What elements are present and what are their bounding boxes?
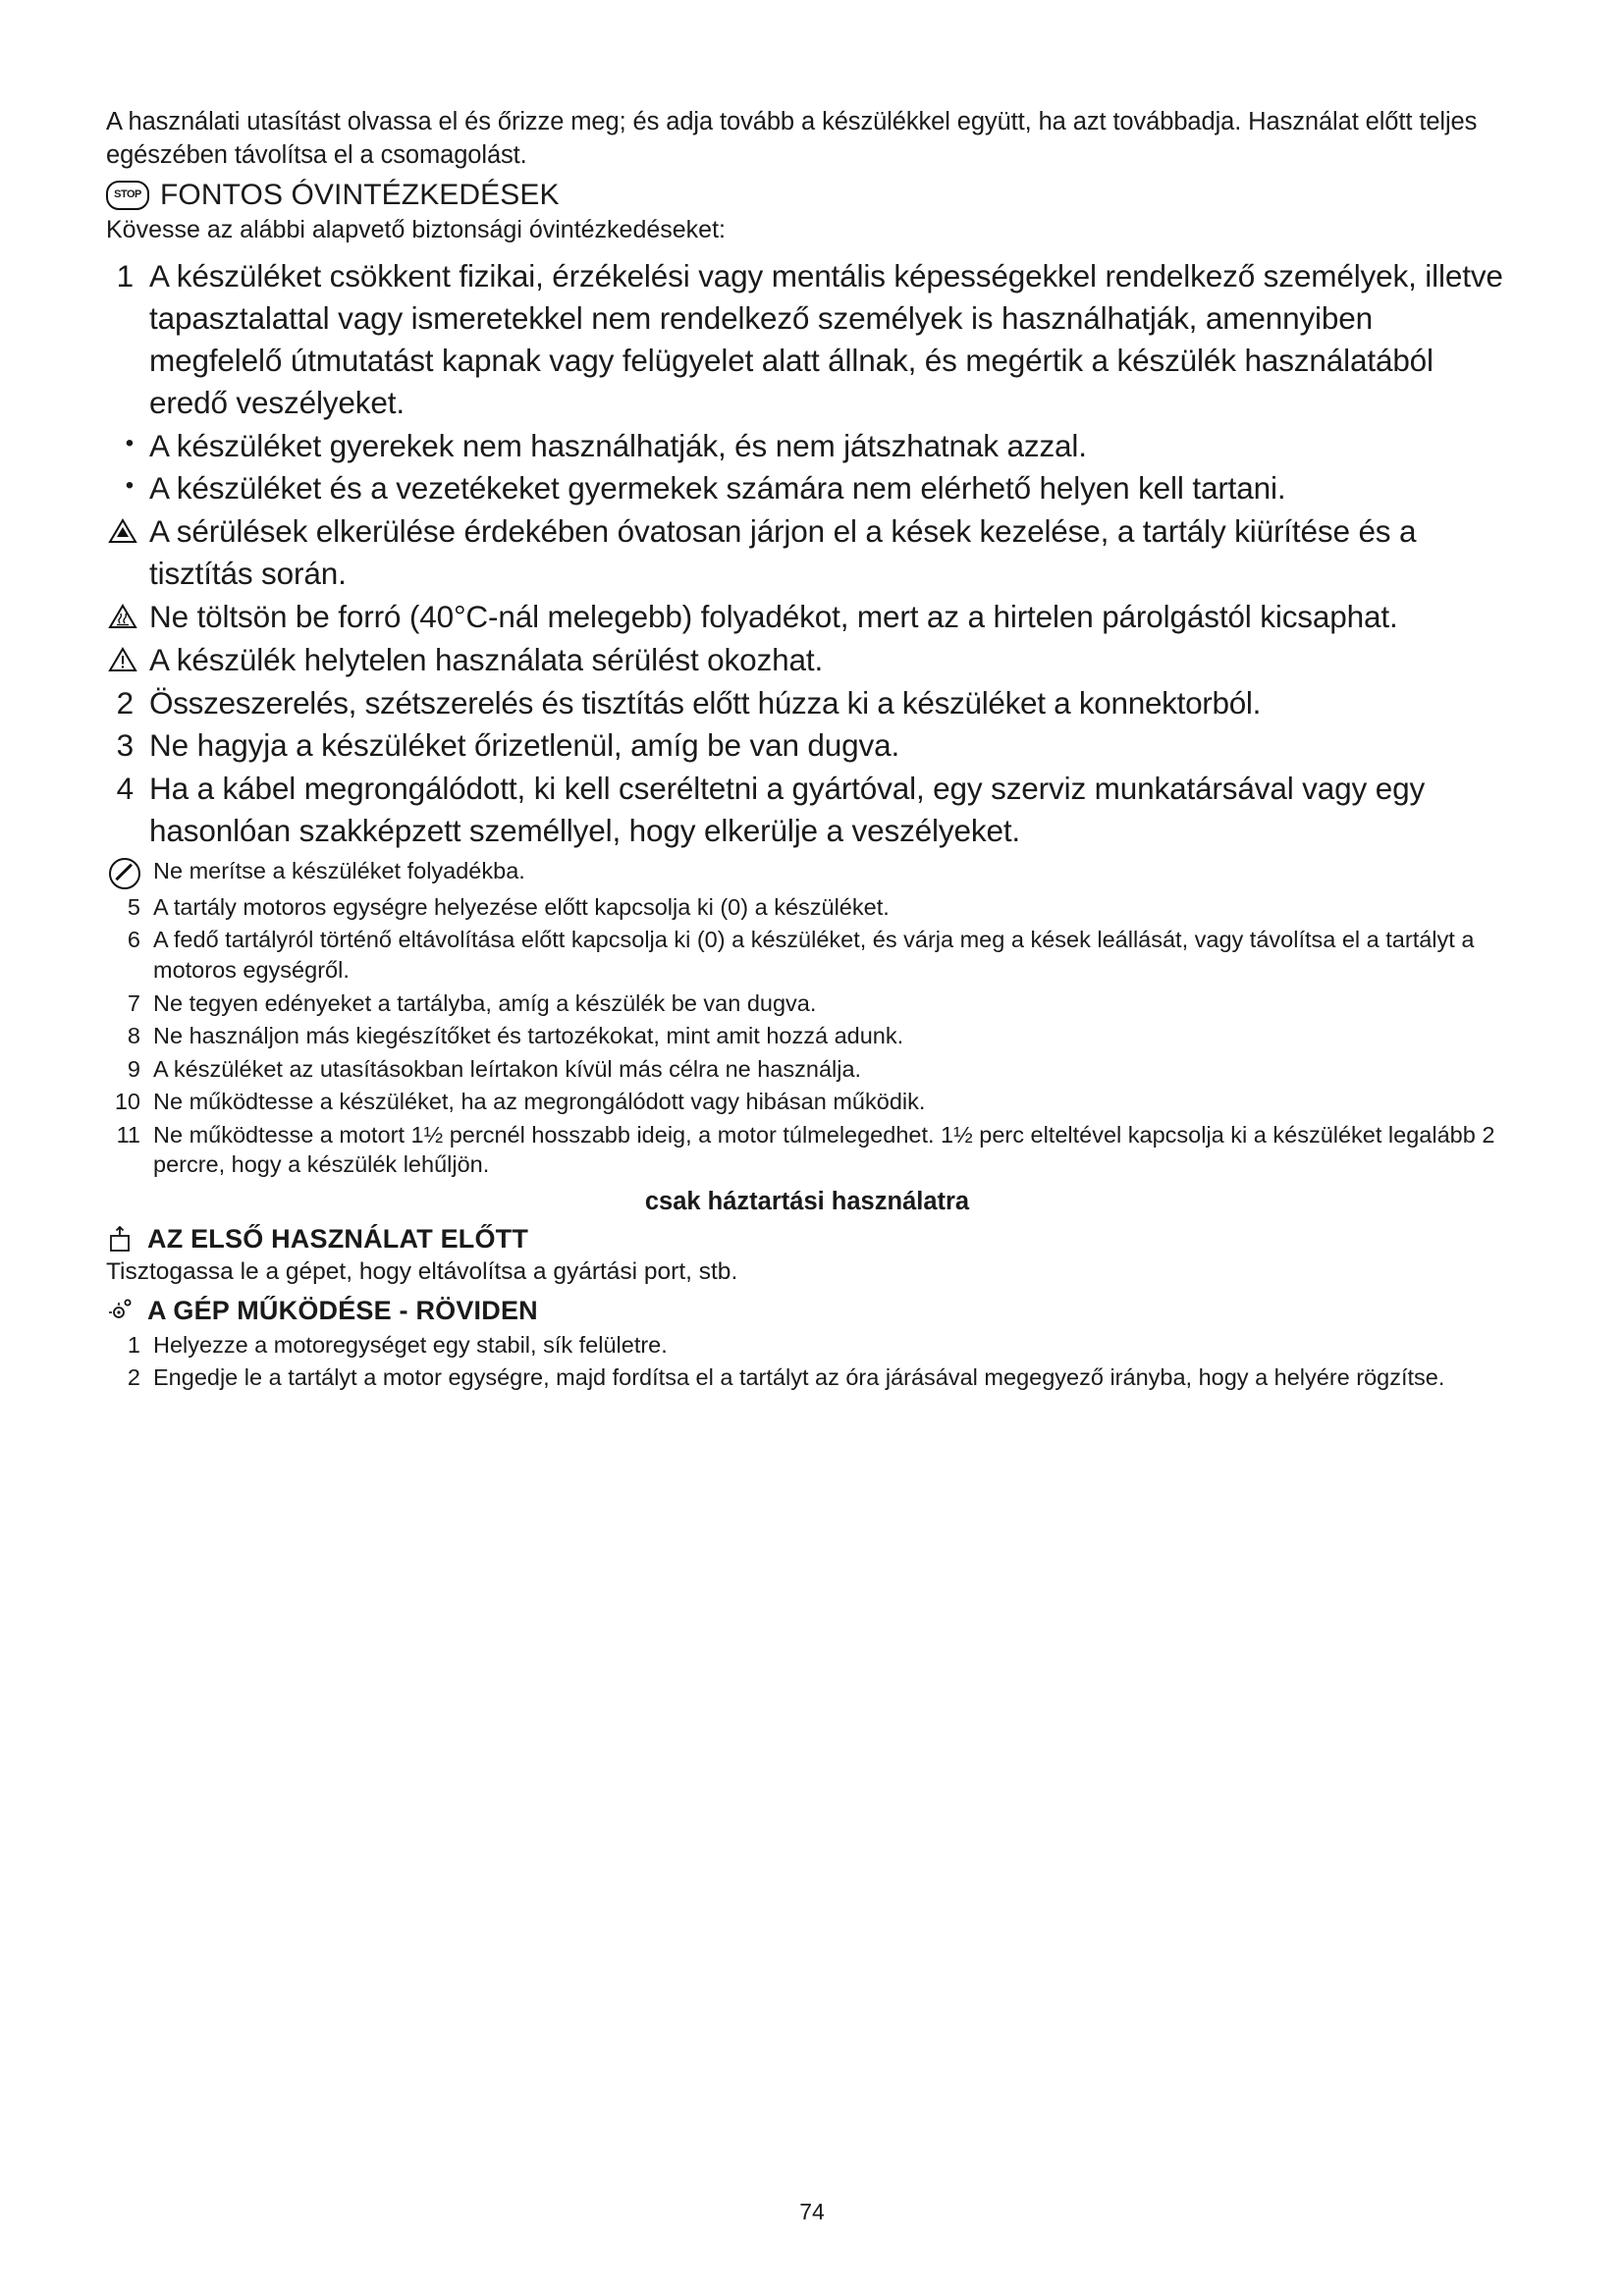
list-marker: 2 [127, 1364, 140, 1391]
list-marker [106, 510, 149, 595]
list-marker: 5 [127, 893, 140, 920]
list-item-text: A készüléket az utasításokban leírtakon kívül más célra ne használja. [153, 1055, 862, 1082]
operation-heading [106, 1296, 1508, 1326]
list-item [106, 1120, 1508, 1180]
list-item [106, 1330, 1508, 1361]
list-marker: 3 [116, 727, 134, 764]
list-item [106, 682, 1508, 724]
list-item [106, 925, 1508, 985]
list-marker [106, 639, 149, 681]
list-item [106, 1054, 1508, 1085]
safety-instructions-list [106, 255, 1508, 852]
page-number: 74 [799, 2199, 825, 2224]
important-precautions-heading-text: FONTOS ÓVINTÉZKEDÉSEK [160, 178, 560, 211]
list-item [106, 1087, 1508, 1117]
important-precautions-heading [106, 179, 1508, 212]
list-item [106, 255, 1508, 423]
operation-steps-list [106, 1330, 1508, 1393]
list-item [106, 425, 1508, 467]
list-item-text: Összeszerelés, szétszerelés és tisztítás előtt húzza ki a készüléket a konnektorból. [149, 684, 1262, 721]
intro-paragraph: A használati utasítást olvassa el és őrizze meg; és adja tovább a készülékkel együtt, ha azt továbbadja. Használat előtt teljes egészében távolítsa el a csomagolást. [106, 108, 1478, 169]
list-marker: • [125, 472, 134, 500]
list-marker [106, 856, 153, 889]
list-item [106, 768, 1508, 852]
gear-icon [106, 1297, 135, 1324]
no-immerse-icon [109, 858, 140, 889]
list-marker: • [125, 429, 134, 456]
stop-icon [106, 181, 149, 210]
before-first-use-heading-text: AZ ELSŐ HASZNÁLAT ELŐTT [147, 1223, 529, 1254]
stop-icon-label: STOP [114, 188, 141, 201]
cleaning-box-icon [106, 1224, 135, 1254]
important-precautions-subline: Kövesse az alábbi alapvető biztonsági óvintézkedéseket: [106, 215, 726, 243]
list-marker: 1 [127, 1331, 140, 1358]
list-marker: 11 [116, 1121, 140, 1148]
list-item-text: Ne működtesse a készüléket, ha az megrongálódott vagy hibásan működik. [153, 1089, 926, 1115]
list-marker: 8 [127, 1023, 140, 1049]
list-item [106, 1362, 1508, 1393]
list-item-text: Ne tegyen edényeket a tartályba, amíg a készülék be van dugva. [153, 989, 817, 1016]
before-first-use-text: Tisztogassa le a gépet, hogy eltávolítsa a gyártási port, stb. [106, 1257, 738, 1285]
list-item [106, 988, 1508, 1019]
list-marker: 1 [116, 258, 134, 294]
list-marker: 9 [127, 1055, 140, 1082]
list-marker [106, 596, 149, 638]
list-item-text: A készüléket csökkent fizikai, érzékelési vagy mentális képességekkel rendelkező személyek, illetve tapasztalattal vagy ismeretekkel nem rendelkező személyek is használhatják, amennyiben megfelelő útmutatást kapnak vagy felügyelet alatt állnak, és megértik a készülék használatából eredő veszélyeket. [149, 258, 1503, 420]
list-marker: 2 [116, 684, 134, 721]
list-item [106, 596, 1508, 638]
operation-heading-text: A GÉP MŰKÖDÉSE - RÖVIDEN [147, 1295, 538, 1325]
list-item-text: Ne használjon más kiegészítőket és tartozékokat, mint amit hozzá adunk. [153, 1023, 904, 1049]
household-use-note: csak háztartási használatra [644, 1187, 970, 1215]
list-item-text: A készüléket gyerekek nem használhatják, és nem játszhatnak azzal. [149, 427, 1087, 463]
list-item-text: A készülék helytelen használata sérülést okozhat. [149, 641, 824, 677]
before-first-use-heading [106, 1224, 1508, 1255]
list-item-text: Engedje le a tartályt a motor egységre, majd fordítsa el a tartályt az óra járásával megegyező irányba, hogy a helyére rögzítse. [153, 1364, 1445, 1391]
list-item-text: A sérülések elkerülése érdekében óvatosan járjon el a kések kezelése, a tartály kiürítése és a tisztítás során. [149, 513, 1417, 592]
list-item [106, 467, 1508, 509]
list-item [106, 724, 1508, 767]
list-item-text: Ha a kábel megrongálódott, ki kell cseréltetni a gyártóval, egy szerviz munkatársával vagy egy hasonlóan szakképzett személlyel, hogy elkerülje a veszélyeket. [149, 771, 1426, 849]
general-warning-icon [108, 647, 137, 672]
list-item-text: A készüléket és a vezetékeket gyermekek számára nem elérhető helyen kell tartani. [149, 470, 1286, 507]
list-item-text: A fedő tartályról történő eltávolítása előtt kapcsolja ki (0) a készüléket, és várja meg a kések leállását, vagy távolítsa el a tartályt a motoros egységről. [153, 927, 1475, 983]
list-marker: 6 [127, 927, 140, 953]
list-item [106, 892, 1508, 923]
list-item-text: Ne merítse a készüléket folyadékba. [153, 857, 525, 883]
list-item-text: Helyezze a motoregységet egy stabil, sík felületre. [153, 1331, 668, 1358]
list-item [106, 1021, 1508, 1051]
list-marker: 10 [114, 1089, 140, 1115]
list-marker: 4 [116, 771, 134, 807]
list-item-text: Ne hagyja a készüléket őrizetlenül, amíg be van dugva. [149, 727, 900, 764]
hot-surface-warning-icon [108, 604, 137, 629]
list-marker: 7 [127, 989, 140, 1016]
list-item-text: Ne töltsön be forró (40°C-nál melegebb) folyadékot, mert az a hirtelen párolgástól kicsaphat. [149, 598, 1398, 634]
list-item [106, 510, 1508, 595]
list-item-text: Ne működtesse a motort 1½ percnél hosszabb ideig, a motor túlmelegedhet. 1½ perc elteltével kapcsolja ki a készüléket legalább 2 percre, hogy a készülék lehűljön. [153, 1121, 1495, 1178]
list-item [106, 856, 1508, 889]
blade-warning-icon [108, 518, 137, 544]
list-item [106, 639, 1508, 681]
additional-instructions-list [106, 856, 1508, 1180]
list-item-text: A tartály motoros egységre helyezése előtt kapcsolja ki (0) a készüléket. [153, 893, 890, 920]
